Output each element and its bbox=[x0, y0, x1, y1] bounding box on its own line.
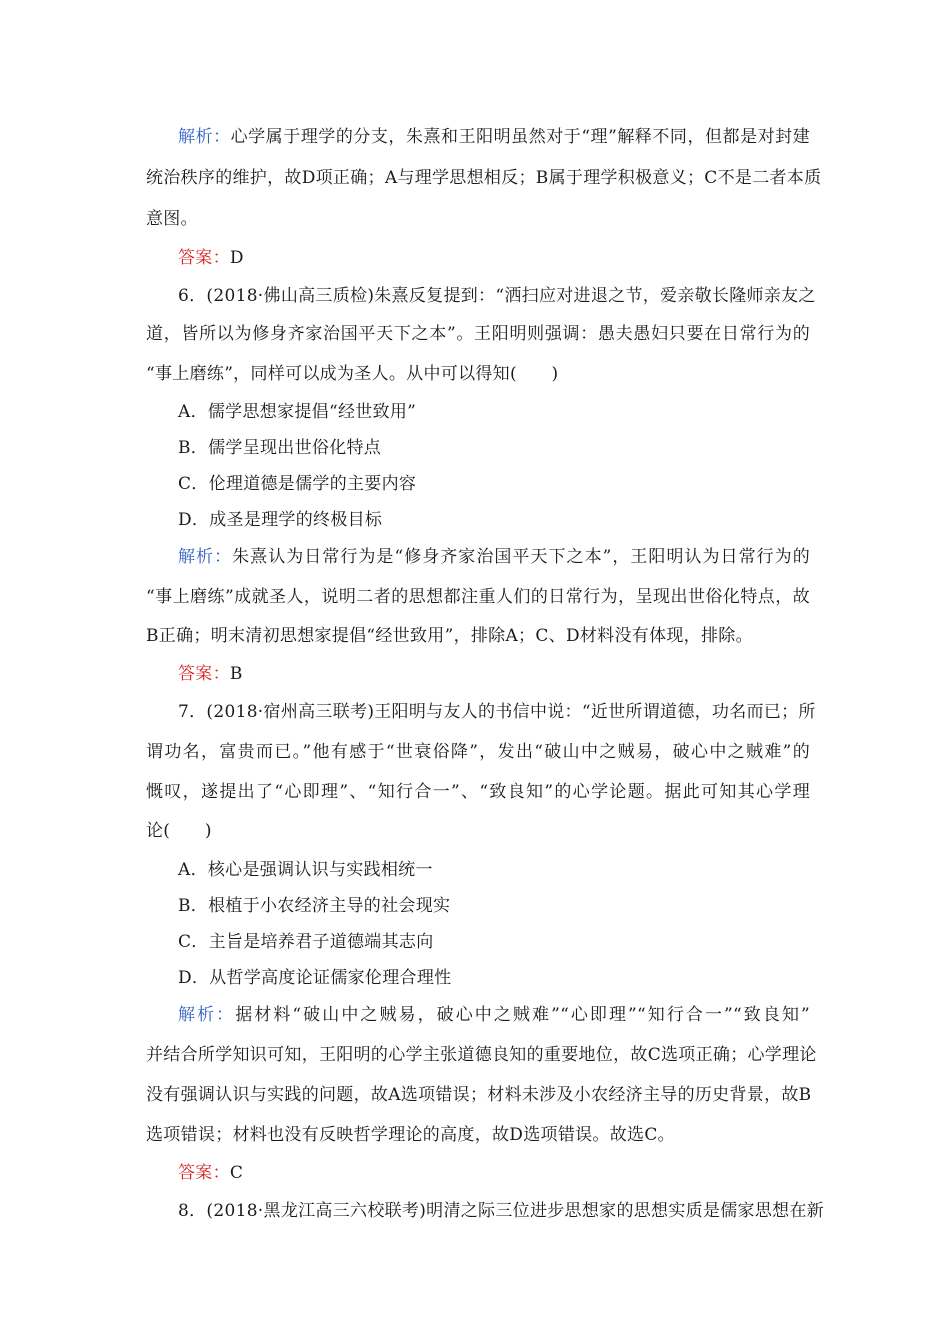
analysis-label: 解析： bbox=[178, 1005, 236, 1025]
q6-option-d: D．成圣是理学的终极目标 bbox=[178, 510, 383, 530]
q7-stem-line-2: 谓功名，富贵而已。”他有感于“世衰俗降”，发出“破山中之贼易，破心中之贼难”的 bbox=[146, 742, 810, 762]
q7-stem-line-4: 论( ) bbox=[146, 821, 212, 841]
q7-answer-value: C bbox=[229, 1163, 244, 1183]
q7-analysis-line-1 bbox=[178, 1003, 810, 1027]
q6-analysis-line-2: “事上磨练”成就圣人，说明二者的思想都注重人们的日常行为，呈现出世俗化特点，故 bbox=[146, 587, 810, 607]
q6-stem-line-1: 6．(2018·佛山高三质检)朱熹反复提到：“洒扫应对进退之节，爱亲敬长隆师亲友之 bbox=[178, 286, 816, 306]
q6-analysis-line-1 bbox=[178, 545, 810, 569]
q5-answer bbox=[178, 246, 244, 270]
q6-answer-value: B bbox=[229, 664, 243, 684]
q6-stem-line-3: “事上磨练”，同样可以成为圣人。从中可以得知( ) bbox=[146, 364, 559, 384]
answer-label: 答案： bbox=[178, 1163, 230, 1183]
q6-option-c: C．伦理道德是儒学的主要内容 bbox=[178, 474, 417, 494]
q6-answer bbox=[178, 662, 243, 686]
q6-analysis-line-3: B正确；明末清初思想家提倡“经世致用”，排除A；C、D材料没有体现，排除。 bbox=[146, 626, 753, 646]
answer-label: 答案： bbox=[178, 664, 230, 684]
q5-analysis-text: 心学属于理学的分支，朱熹和王阳明虽然对于“理”解释不同，但都是对封建 bbox=[230, 127, 810, 147]
analysis-label: 解析： bbox=[178, 127, 231, 147]
q7-option-b: B．根植于小农经济主导的社会现实 bbox=[178, 896, 451, 916]
q7-option-a: A．核心是强调认识与实践相统一 bbox=[178, 860, 433, 880]
q7-option-d: D．从哲学高度论证儒家伦理合理性 bbox=[178, 968, 452, 988]
analysis-label: 解析： bbox=[178, 547, 233, 567]
q7-answer bbox=[178, 1161, 243, 1185]
q7-analysis-line-2: 并结合所学知识可知，王阳明的心学主张道德良知的重要地位，故C选项正确；心学理论 bbox=[146, 1045, 817, 1065]
q6-option-a: A．儒学思想家提倡“经世致用” bbox=[178, 402, 417, 422]
q7-option-c: C．主旨是培养君子道德端其志向 bbox=[178, 932, 434, 952]
q5-analysis-line-1 bbox=[178, 125, 810, 149]
q8-stem-line-1: 8．(2018·黑龙江高三六校联考)明清之际三位进步思想家的思想实质是儒家思想在新 bbox=[178, 1201, 825, 1221]
q5-analysis-line-2: 统治秩序的维护，故D项正确；A与理学思想相反；B属于理学积极意义；C不是二者本质 bbox=[146, 168, 822, 188]
q7-stem-line-3: 慨叹，遂提出了“心即理”、“知行合一”、“致良知”的心学论题。据此可知其心学理 bbox=[146, 782, 810, 802]
q6-option-b: B．儒学呈现出世俗化特点 bbox=[178, 438, 382, 458]
q5-answer-value: D bbox=[229, 248, 244, 268]
q5-analysis-line-3: 意图。 bbox=[146, 209, 198, 229]
q6-stem-line-2: 道，皆所以为修身齐家治国平天下之本”。王阳明则强调：愚夫愚妇只要在日常行为的 bbox=[146, 324, 810, 344]
q7-analysis-line-4: 选项错误；材料也没有反映哲学理论的高度，故D选项错误。故选C。 bbox=[146, 1125, 675, 1145]
answer-label: 答案： bbox=[178, 248, 230, 268]
q6-analysis-text: 朱熹认为日常行为是“修身齐家治国平天下之本”，王阳明认为日常行为的 bbox=[232, 547, 811, 567]
q7-analysis-text: 据材料“破山中之贼易，破心中之贼难”“心即理”“知行合一”“致良知” bbox=[235, 1005, 810, 1025]
q7-stem-line-1: 7．(2018·宿州高三联考)王阳明与友人的书信中说：“近世所谓道德，功名而已；所 bbox=[178, 702, 816, 722]
q7-analysis-line-3: 没有强调认识与实践的问题，故A选项错误；材料未涉及小农经济主导的历史背景，故B bbox=[146, 1085, 812, 1105]
